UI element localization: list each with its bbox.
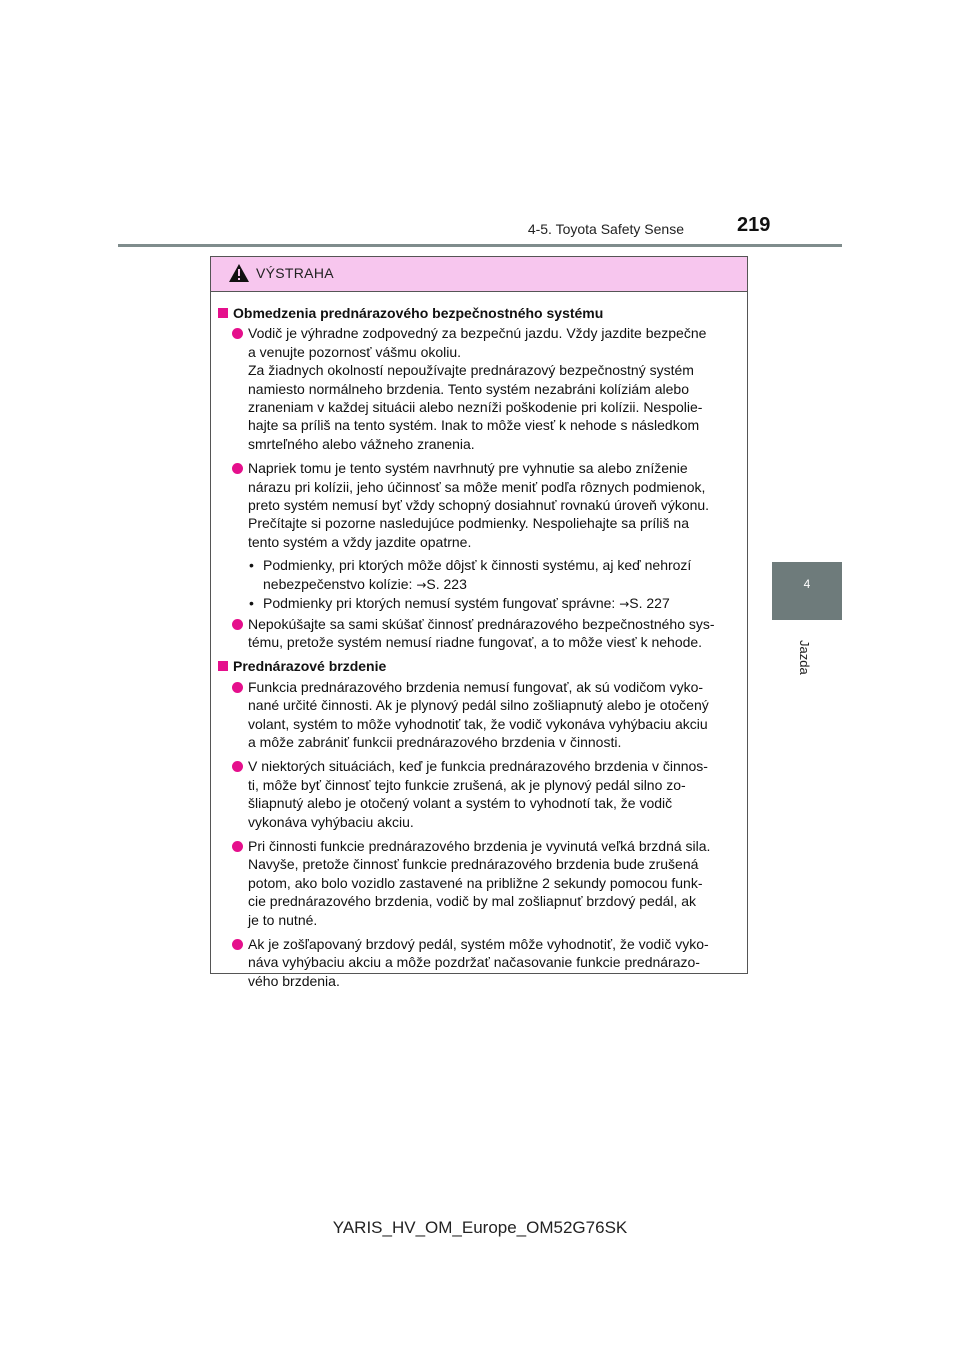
- page-number: 219: [737, 214, 771, 236]
- header-section-title: 4-5. Toyota Safety Sense: [527, 221, 684, 237]
- section-title: Obmedzenia prednárazového bezpečnostného systému: [218, 304, 741, 322]
- list-item: [218, 615, 741, 652]
- arrow-icon: →: [416, 577, 427, 592]
- list-item: [218, 324, 741, 453]
- list-item: [218, 757, 741, 831]
- text-line: Ak je zošľapovaný brzdový pedál, systém môže vyhodnotiť, že vodič vyko-: [248, 936, 709, 952]
- text-line: Podmienky, pri ktorých môže dôjsť k činnosti systému, aj keď nehrozí: [263, 557, 692, 574]
- text-segment: nebezpečenstvo kolízie:: [263, 575, 417, 592]
- text-line: nárazu pri kolízii, jeho účinnosť sa môže meniť podľa rôznych podmienok,: [248, 478, 706, 495]
- text-line: [263, 575, 741, 594]
- bullet-dot: •: [249, 557, 254, 574]
- footer-document-id: YARIS_HV_OM_Europe_OM52G76SK: [332, 1218, 628, 1237]
- text-line: zraneniam v každej situácii alebo nezníži poškodenie pri kolízii. Nespolie-: [248, 399, 703, 416]
- warning-body: [211, 292, 747, 990]
- text-line: hajte sa príliš na tento systém. Inak to môže viesť k nehode s následkom: [248, 417, 700, 434]
- text-line: tému, pretože systém nemusí riadne fungovať, a to môže viesť k nehode.: [248, 633, 703, 650]
- text-line: Napriek tomu je tento systém navrhnutý pre vyhnutie sa alebo zníženie: [248, 460, 688, 477]
- sub-list: [218, 556, 741, 613]
- chapter-number: 4: [803, 577, 811, 591]
- text-line: cie prednárazového brzdenia, vodič by mal zošliapnuť brzdový pedál, ak: [248, 893, 697, 910]
- text-line: tento systém a vždy jazdite opatrne.: [248, 533, 472, 550]
- text-line: Navyše, pretože činnosť funkcie prednárazového brzdenia bude zrušená: [248, 856, 699, 873]
- text-line: Funkcia prednárazového brzdenia nemusí fungovať, ak sú vodičom vyko-: [248, 678, 704, 695]
- text-line: potom, ako bolo vozidlo zastavené na približne 2 sekundy pomocou funk-: [248, 874, 703, 891]
- header-rule: [118, 244, 842, 247]
- page-reference-link[interactable]: S. 227: [629, 595, 670, 612]
- arrow-icon: →: [619, 597, 630, 612]
- text-line: vého brzdenia.: [248, 972, 340, 989]
- text-line: vykonáva vyhýbaciu akciu.: [248, 813, 414, 830]
- list-item: [218, 837, 741, 929]
- text-line: náva vyhýbaciu akciu a môže pozdržať načasovanie funkcie prednárazo-: [248, 954, 700, 971]
- list-item: [218, 935, 741, 990]
- warning-header: [211, 257, 747, 292]
- list-item: [218, 459, 741, 551]
- warning-box: [210, 256, 748, 989]
- text-line: Pri činnosti funkcie prednárazového brzdenia je vyvinutá veľká brzdná sila.: [248, 837, 711, 854]
- text-line: Nepokúšajte sa sami skúšať činnosť prednárazového bezpečnostného sys-: [248, 615, 715, 632]
- warning-triangle-icon: [228, 263, 250, 283]
- text-line: [263, 594, 741, 613]
- text-line: V niektorých situáciách, keď je funkcia prednárazového brzdenia v činnos-: [248, 758, 708, 775]
- text-segment: Podmienky pri ktorých nemusí systém fungovať správne:: [263, 595, 620, 612]
- warning-title: VÝSTRAHA: [256, 265, 334, 281]
- text-line: nané určité činnosti. Ak je plynový pedál silno zošliapnutý alebo je otočený: [248, 697, 709, 714]
- text-line: Prečítajte si pozorne nasledujúce podmienky. Nespoliehajte sa príliš na: [248, 515, 689, 532]
- section-title: Prednárazové brzdenie: [218, 657, 741, 675]
- list-item: [218, 678, 741, 752]
- text-line: preto systém nemusí byť vždy schopný dosiahnuť rovnakú úroveň výkonu.: [248, 497, 710, 514]
- text-line: a venujte pozornosť vášmu okoliu.: [248, 343, 462, 360]
- text-line: ti, môže byť činnosť tejto funkcie zrušená, ak je plynový pedál silno zo-: [248, 776, 686, 793]
- text-line: namiesto normálneho brzdenia. Tento systém nezabráni kolíziám alebo: [248, 380, 689, 397]
- text-line: a môže zabrániť funkcii prednárazového brzdenia v činnosti.: [248, 733, 622, 750]
- page-reference-link[interactable]: S. 223: [426, 575, 467, 592]
- sub-list-item: [248, 594, 741, 613]
- chapter-tab: [772, 562, 842, 620]
- text-line: Vodič je výhradne zodpovedný za bezpečnú jazdu. Vždy jazdite bezpečne: [248, 325, 707, 342]
- text-line: volant, systém to môže vyhodnotiť tak, že vodič vykonáva vyhýbaciu akciu: [248, 715, 708, 732]
- chapter-label: Jazda: [797, 640, 812, 675]
- text-line: smrteľného alebo vážneho zranenia.: [248, 435, 475, 452]
- bullet-dot: •: [249, 595, 254, 612]
- text-line: je to nutné.: [248, 911, 318, 928]
- text-line: Za žiadnych okolností nepoužívajte prednárazový bezpečnostný systém: [248, 362, 694, 379]
- text-line: šliapnutý alebo je otočený volant a systém to vyhodnotí tak, že vodič: [248, 795, 673, 812]
- sub-list-item: [248, 556, 741, 594]
